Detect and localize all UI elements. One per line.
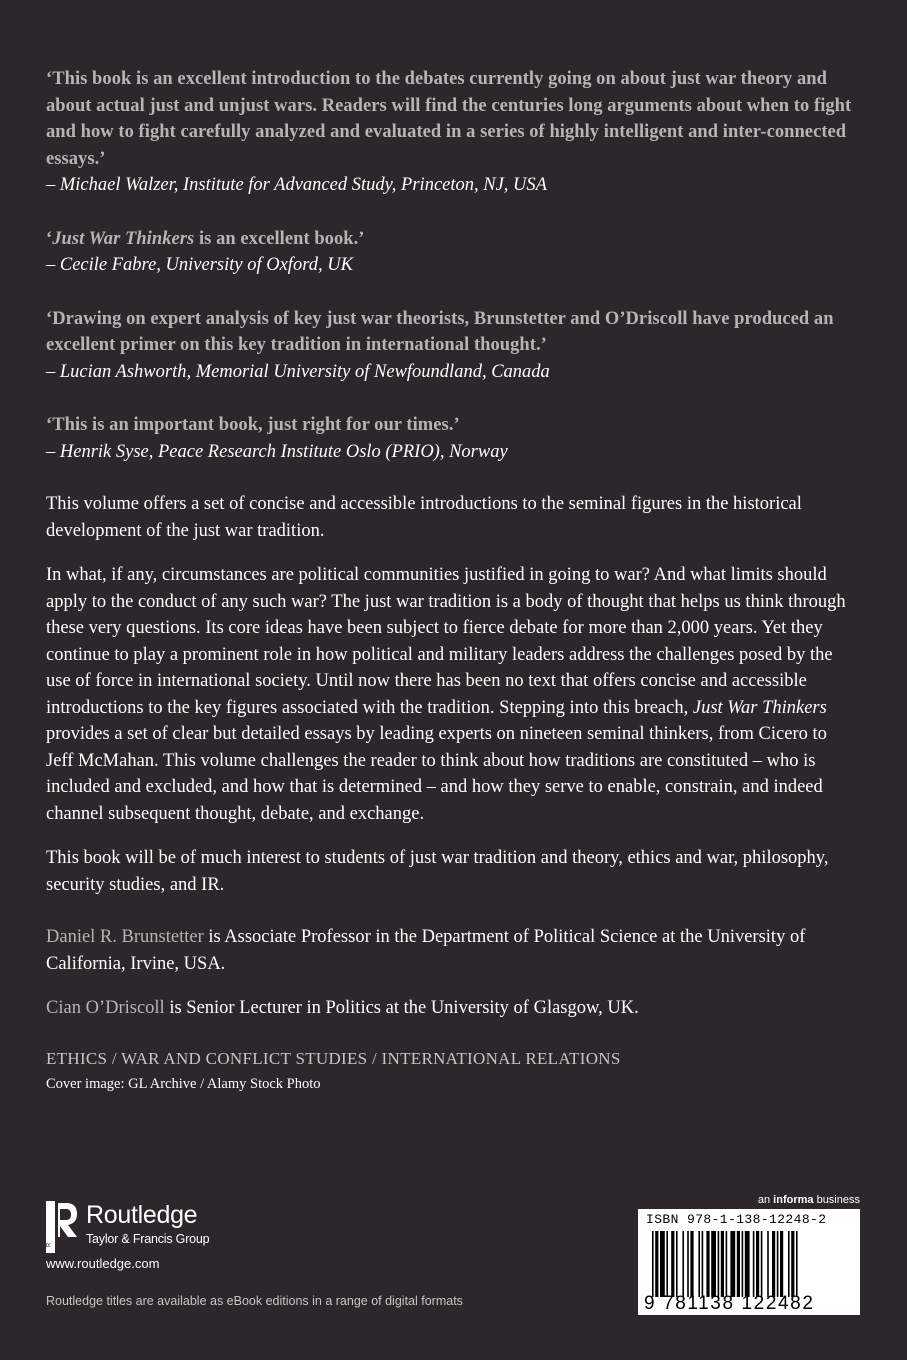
barcode-bar: [753, 1231, 755, 1297]
endorsement-ashworth: [46, 306, 856, 386]
author-name: Daniel R. Brunstetter: [46, 927, 204, 947]
routledge-r-icon: [46, 1201, 78, 1253]
barcode-bar: [756, 1231, 759, 1297]
endorsement-attribution: – Michael Walzer, Institute for Advanced Study, Princeton, NJ, USA: [46, 175, 547, 195]
endorsement-attribution: – Lucian Ashworth, Memorial University of Newfoundland, Canada: [46, 361, 550, 382]
barcode-bar: [767, 1231, 769, 1297]
book-title-italic: Just War Thinkers: [692, 697, 827, 718]
barcode-bar: [666, 1231, 668, 1297]
barcode-bar: [652, 1231, 654, 1297]
back-cover-text: [46, 66, 856, 1093]
barcode-bar: [718, 1231, 720, 1297]
cover-image-credit: Cover image: GL Archive / Alamy Stock Photo: [46, 1075, 321, 1092]
endorsement-text: ‘This is an important book, just right for our times.’: [46, 415, 460, 435]
routledge-logo: [46, 1199, 246, 1255]
author-bio-text: is Associate Professor in the Department of Political Science at the University of California, Irvine, USA.: [46, 927, 806, 974]
barcode-bar: [687, 1231, 689, 1297]
description-paragraph-2: [46, 562, 856, 827]
barcode-bar: [655, 1231, 658, 1297]
description-paragraph-3: This book will be of much interest to students of just war tradition and theory, ethics and war, philosophy, security studies, and IR.: [46, 848, 829, 895]
barcode-bar: [671, 1231, 674, 1297]
isbn-label: ISBN 978-1-138-12248-2: [646, 1212, 827, 1227]
endorsement-text: [46, 226, 856, 253]
informa-tagline: an informa business: [757, 1194, 860, 1206]
barcode-bar: [737, 1231, 740, 1297]
barcode-bar: [761, 1231, 763, 1297]
barcode-bar: [702, 1231, 704, 1297]
quote-open-mark: ‘: [46, 228, 53, 249]
endorsement-fabre: [46, 226, 856, 279]
ebook-note: Routledge titles are available as eBook editions in a range of digital formats: [46, 1294, 463, 1308]
barcode-bar: [772, 1231, 775, 1297]
author-bio-odriscoll: [46, 995, 856, 1022]
author-bio-text: is Senior Lecturer in Politics at the University of Glasgow, UK.: [164, 998, 639, 1018]
publisher-website: www.routledge.com: [46, 1256, 160, 1271]
subject-categories: ETHICS / WAR AND CONFLICT STUDIES / INTERNATIONAL RELATIONS: [46, 1048, 621, 1068]
isbn-barcode: [638, 1209, 860, 1315]
publisher-group: Taylor & Francis Group: [86, 1232, 210, 1246]
barcode-bar: [706, 1231, 709, 1297]
publisher-name: Routledge: [86, 1201, 198, 1229]
routledge-logo-letter: R: [46, 1242, 53, 1248]
author-name: Cian O’Driscoll: [46, 998, 165, 1018]
barcode-bar: [791, 1231, 794, 1297]
endorsement-text: ‘Drawing on expert analysis of key just war theorists, Brunstetter and O’Driscoll have produced an excellent primer on this key tradition in international thought.’: [46, 308, 834, 355]
description-paragraph-1: This volume offers a set of concise and accessible introductions to the seminal figures in the historical development of the just war tradition.: [46, 494, 802, 541]
quote-rest: is an excellent book.’: [194, 228, 365, 249]
endorsement-attribution: – Henrik Syse, Peace Research Institute Oslo (PRIO), Norway: [46, 441, 508, 462]
barcode-bar: [711, 1231, 716, 1297]
barcode-bar: [676, 1231, 678, 1297]
barcode-bars: [652, 1231, 852, 1297]
endorsement-syse: [46, 412, 856, 465]
barcode-bar: [730, 1231, 735, 1297]
barcode-bar: [690, 1231, 693, 1297]
barcode-bar: [745, 1231, 750, 1297]
author-bio-brunstetter: [46, 924, 856, 977]
barcode-bar: [796, 1231, 798, 1297]
informa-brand: informa: [773, 1194, 814, 1206]
description-text: provides a set of clear but detailed essays by leading experts on nineteen seminal thinkers, from Cicero to Jeff McMahan. This volume challenges the reader to think about how traditions are constituted – who is included and excluded, and how that is determined – and how they serve to enable, constrain, and indeed channel subsequent thought, debate, and exchange.: [46, 724, 827, 824]
barcode-bar: [726, 1231, 728, 1297]
description-text: In what, if any, circumstances are political communities justified in going to war? And what limits should apply to the conduct of any such war? The just war tradition is a body of thought that helps us think through these very questions. Its core ideas have been subject to fierce debate for more than 2,000 years. Yet they continue to play a prominent role in how political and military leaders address the challenges posed by the use of force in international society. Until now there has been no text that offers concise and accessible introductions to the key figures associated with the tradition. Stepping into this breach,: [46, 565, 846, 718]
book-title-italic: Just War Thinkers: [52, 228, 195, 249]
barcode-bar: [788, 1231, 790, 1297]
barcode-bar: [780, 1231, 783, 1297]
endorsement-attribution: – Cecile Fabre, University of Oxford, UK: [46, 255, 353, 275]
barcode-bar: [698, 1231, 700, 1297]
barcode-bar: [742, 1231, 744, 1297]
endorsement-walzer: [46, 66, 856, 199]
barcode-digits: 9 781138 122482: [644, 1293, 815, 1314]
barcode-bar: [721, 1231, 724, 1297]
endorsement-text: ‘This book is an excellent introduction to the debates currently going on about just war theory and about actual just and unjust wars. Readers will find the centuries long arguments about when to fight and how to fight carefully analyzed and evaluated in a series of highly intelligent and inter-connected essays.’: [46, 69, 852, 169]
barcode-bar: [777, 1231, 779, 1297]
barcode-bar: [660, 1231, 665, 1297]
barcode-bar: [682, 1231, 684, 1297]
